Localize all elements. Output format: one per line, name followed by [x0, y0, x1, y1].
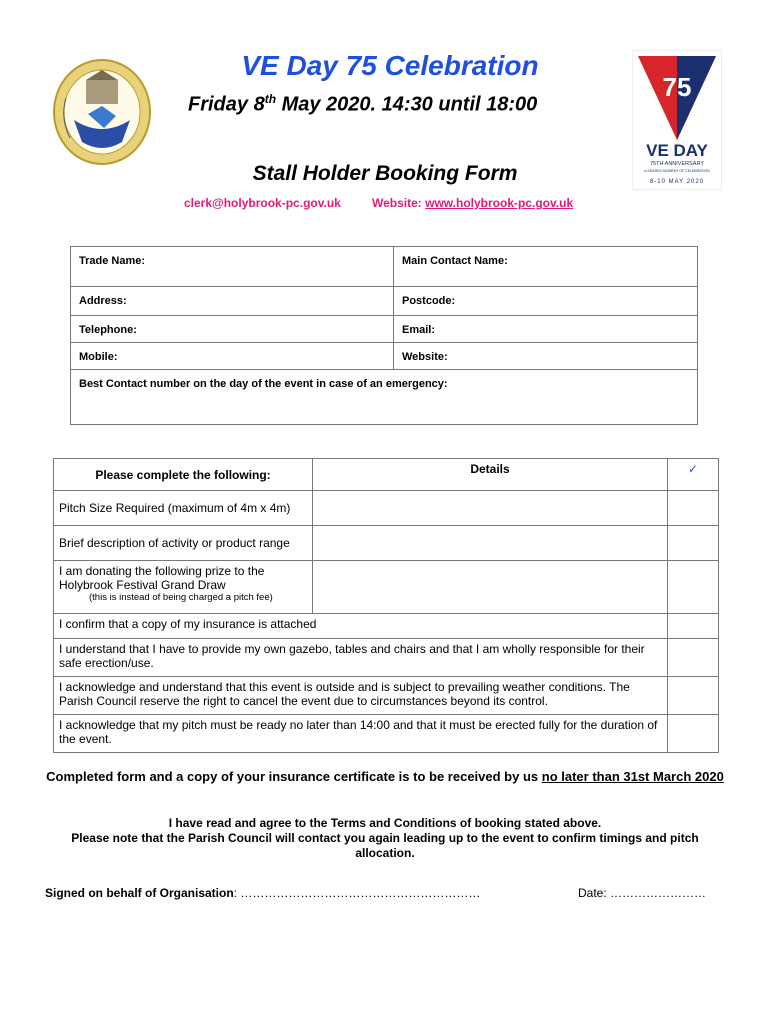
gazebo-label: I understand that I have to provide my own gazebo, tables and chairs and that I am wholly responsible for their safe erection/use.	[54, 639, 668, 677]
description-label: Brief description of activity or product range	[54, 526, 313, 561]
pitch-size-input[interactable]	[313, 491, 668, 526]
email-field[interactable]: Email:	[394, 316, 698, 343]
mobile-field[interactable]: Mobile:	[71, 343, 394, 370]
header-details: Details	[313, 459, 668, 491]
weather-check[interactable]	[668, 677, 719, 715]
email-link[interactable]: clerk@holybrook-pc.gov.uk	[184, 196, 341, 210]
website-link[interactable]: Website: www.holybrook-pc.gov.uk	[372, 196, 574, 210]
page-title: VE Day 75 Celebration	[241, 50, 539, 81]
best-contact-field[interactable]: Best Contact number on the day of the event in case of an emergency:	[71, 370, 698, 425]
description-check[interactable]	[668, 526, 719, 561]
pitch-size-label: Pitch Size Required (maximum of 4m x 4m)	[54, 491, 313, 526]
details-table	[53, 458, 719, 753]
ve-day-logo	[632, 50, 722, 190]
header-please-complete: Please complete the following:	[54, 459, 313, 491]
contact-details-table	[70, 246, 698, 425]
pitch-size-check[interactable]	[668, 491, 719, 526]
prize-check[interactable]	[668, 561, 719, 614]
telephone-field[interactable]: Telephone:	[71, 316, 394, 343]
parish-seal-icon	[52, 58, 152, 166]
website-field[interactable]: Website:	[394, 343, 698, 370]
submission-note: Completed form and a copy of your insurance certificate is to be received by us no later than 31st March 2020	[46, 769, 724, 784]
ready-check[interactable]	[668, 715, 719, 753]
weather-label: I acknowledge and understand that this event is outside and is subject to prevailing weather conditions. The Parish Council reserve the right to cancel the event due to circumstances beyond its control.	[54, 677, 668, 715]
ready-label: I acknowledge that my pitch must be ready no later than 14:00 and that it must be erected fully for the duration of the event.	[54, 715, 668, 753]
address-field[interactable]: Address:	[71, 287, 394, 316]
insurance-check[interactable]	[668, 614, 719, 639]
postcode-field[interactable]: Postcode:	[394, 287, 698, 316]
prize-label: I am donating the following prize to the Holybrook Festival Grand Draw (this is instead of being charged a pitch fee)	[54, 561, 313, 614]
insurance-label: I confirm that a copy of my insurance is attached	[54, 614, 668, 639]
signature-line[interactable]: Signed on behalf of Organisation: ……………………………………………………	[45, 886, 481, 900]
main-contact-field[interactable]: Main Contact Name:	[394, 247, 698, 287]
agreement-text: I have read and agree to the Terms and Conditions of booking stated above. Please note that the Parish Council will contact you again leading up to the event to confirm timings and pitch allocation.	[71, 816, 699, 860]
ve-logo-dates: 8-10 MAY 2020	[649, 179, 705, 185]
trade-name-field[interactable]: Trade Name:	[71, 247, 394, 287]
ve-logo-number: 75	[662, 72, 692, 102]
prize-input[interactable]	[313, 561, 668, 614]
ve-logo-sub2: A SHARED MOMENT OF CELEBRATION	[644, 169, 710, 173]
date-line[interactable]: Date: ……………………	[578, 886, 707, 900]
ve-logo-sub1: 75TH ANNIVERSARY	[649, 161, 705, 167]
description-input[interactable]	[313, 526, 668, 561]
gazebo-check[interactable]	[668, 639, 719, 677]
ve-logo-name: VE DAY	[646, 141, 708, 160]
tick-icon: ✓	[668, 459, 719, 491]
form-title: Stall Holder Booking Form	[252, 162, 518, 185]
event-date: Friday 8th May 2020. 14:30 until 18:00	[188, 92, 538, 116]
